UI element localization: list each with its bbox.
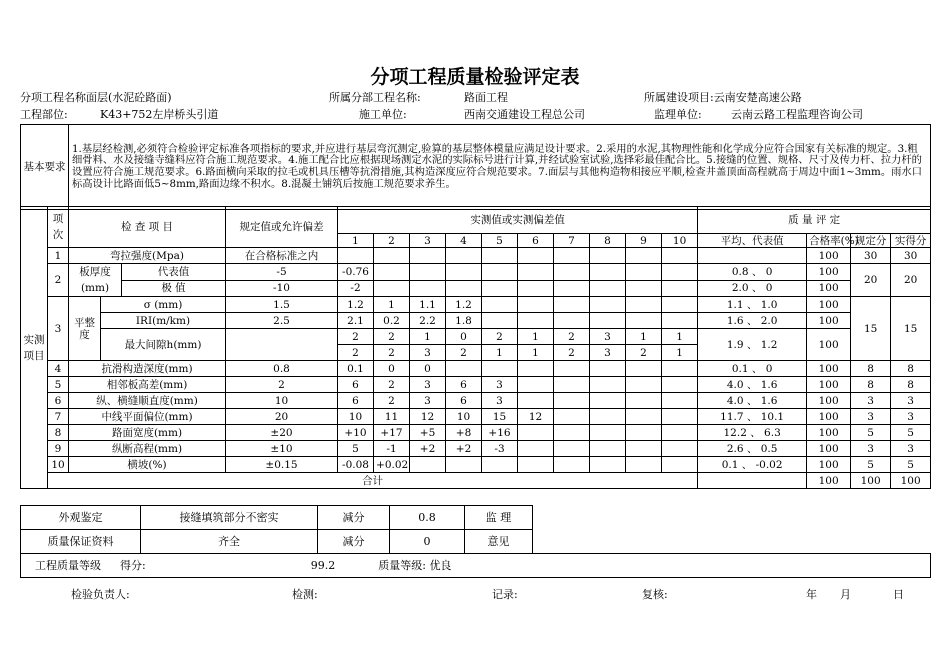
- measured-value-cell: [662, 280, 698, 297]
- measured-value-cell: 2: [338, 329, 374, 345]
- measured-value-cell: 15: [482, 409, 518, 425]
- row-index: 3: [48, 297, 69, 361]
- row-avg: 1.9 、 1.2: [698, 329, 807, 361]
- measured-value-cell: [446, 457, 482, 473]
- measured-value-cell: [374, 248, 410, 264]
- location-label: 工程部位:: [20, 108, 68, 121]
- measured-value-cell: [626, 393, 662, 409]
- measured-value-cell: [626, 409, 662, 425]
- row-score: 8: [851, 377, 891, 393]
- grade-label: 工程质量等级: [35, 558, 101, 572]
- measured-value-cell: 3: [410, 345, 446, 361]
- measured-value-cell: [590, 425, 626, 441]
- measured-value-cell: 1: [482, 345, 518, 361]
- measured-value-cell: [482, 361, 518, 377]
- measured-value-cell: 6: [446, 393, 482, 409]
- row-got: 15: [891, 297, 931, 361]
- measured-value-cell: [554, 297, 590, 313]
- measured-value-cell: +17: [374, 425, 410, 441]
- measured-value-cell: 6: [338, 393, 374, 409]
- appearance-deduct-value: 0.8: [390, 506, 465, 530]
- contractor-label: 施工单位:: [359, 108, 407, 121]
- measured-value-cell: [590, 377, 626, 393]
- measured-value-cell: [410, 248, 446, 264]
- reviewer-label: 复核:: [642, 588, 668, 601]
- section-label: 实测项目: [21, 207, 48, 489]
- measured-value-cell: [662, 313, 698, 329]
- measured-value-cell: [662, 377, 698, 393]
- basic-requirements-text: 1.基层经检测,必须符合检验评定标准各项指标的要求,并应进行基层弯沉测定,验算的基层整体模量应满足设计要求。2.采用的水泥,其物理性能和化学成分应符合国家有关标准的规定。3.粗细骨料、水及接缝寺缝料应符合施工规范要求。4.施工配合比应根据现场测定水泥的实际标号进行计算,并经试验室试验,选择彩最佳配合比。5.接缝的位置、规格、尺寸及传力杆、拉力杆的设置应符合施工规范要求。6.路面横向采取的拉毛或机具压槽等抗滑措施,其构造深度应符合规范要求。7.面层与其他构造物相接应平顺,检查井盖顶面高程就高于周边中面1~3mm。雨水口标高设计比路面低5~8mm,路面边缘不积水。8.混凝土铺筑后按施工规范要求养生。: [69, 125, 931, 210]
- item-header: 检 查 项 目: [69, 207, 226, 248]
- recorder-label: 记录:: [492, 588, 518, 601]
- sub-project: 路面工程: [464, 91, 508, 104]
- qa-deduct-value: 0: [390, 530, 465, 554]
- location: K43+752左岸桥头引道: [100, 108, 219, 121]
- row-index: 2: [48, 264, 69, 297]
- measured-value-cell: 12: [410, 409, 446, 425]
- measured-value-cell: 3: [410, 377, 446, 393]
- row-score: 3: [851, 393, 891, 409]
- measured-value-cell: 2: [374, 345, 410, 361]
- blank: [533, 506, 931, 530]
- measured-value-cell: [626, 313, 662, 329]
- row-subitem: σ (mm): [101, 297, 226, 313]
- avg-header: 平均、代表值: [698, 234, 807, 248]
- qa-value: 齐全: [141, 530, 318, 554]
- row-rate: 100: [807, 425, 851, 441]
- row-rate: 100: [807, 264, 851, 281]
- row-rate: 100: [807, 457, 851, 473]
- row-spec: ±0.15: [226, 457, 338, 473]
- measured-value-cell: [554, 377, 590, 393]
- measured-value-cell: [626, 377, 662, 393]
- measured-value-cell: [554, 425, 590, 441]
- measured-value-cell: [482, 313, 518, 329]
- measured-col-header: 1: [338, 234, 374, 248]
- measured-value-cell: 3: [482, 377, 518, 393]
- measured-value-cell: 0: [374, 361, 410, 377]
- measured-value-cell: +2: [410, 441, 446, 457]
- row-score: 5: [851, 457, 891, 473]
- row-spec: -5: [226, 264, 338, 281]
- measured-value-cell: [590, 441, 626, 457]
- measured-value-cell: [554, 441, 590, 457]
- measured-value-cell: -0.76: [338, 264, 374, 281]
- row-got: 3: [891, 441, 931, 457]
- measured-value-cell: +16: [482, 425, 518, 441]
- row-got: 20: [891, 264, 931, 297]
- index-header: 项次: [48, 207, 69, 248]
- measured-col-header: 9: [626, 234, 662, 248]
- measured-value-cell: [518, 393, 554, 409]
- row-rate: 100: [807, 248, 851, 264]
- measured-value-cell: [518, 377, 554, 393]
- measured-value-cell: [626, 297, 662, 313]
- inspection-table: [20, 206, 931, 489]
- measured-value-cell: 1: [662, 329, 698, 345]
- measured-value-cell: -0.08: [338, 457, 374, 473]
- row-item: 相邻板高差(mm): [69, 377, 226, 393]
- row-avg: 12.2 、 6.3: [698, 425, 807, 441]
- tester-label: 检测:: [292, 588, 318, 601]
- measured-value-cell: [554, 361, 590, 377]
- appearance-label: 外观鉴定: [21, 506, 141, 530]
- inspector-label: 检验负责人:: [71, 588, 130, 601]
- measured-value-cell: [518, 264, 554, 281]
- measured-value-cell: 1: [518, 329, 554, 345]
- row-score: 8: [851, 361, 891, 377]
- measured-value-cell: [590, 248, 626, 264]
- basic-requirements-label: 基本要求: [21, 125, 69, 210]
- level-value: 优良: [429, 558, 452, 572]
- measured-value-cell: [518, 425, 554, 441]
- measured-header: 实测值或实测偏差值: [338, 207, 698, 234]
- total-rate: 100: [807, 473, 851, 489]
- measured-col-header: 3: [410, 234, 446, 248]
- row-subitem: IRI(m/km): [101, 313, 226, 329]
- measured-value-cell: [518, 313, 554, 329]
- measured-value-cell: +0.02: [374, 457, 410, 473]
- row-avg: 1.6 、 2.0: [698, 313, 807, 329]
- measured-value-cell: [338, 248, 374, 264]
- measured-value-cell: 1.2: [338, 297, 374, 313]
- sub-project-label: 所属分部工程名称:: [329, 91, 421, 104]
- total-got: 100: [891, 473, 931, 489]
- measured-value-cell: [662, 248, 698, 264]
- measured-value-cell: 2.2: [410, 313, 446, 329]
- measured-value-cell: +10: [338, 425, 374, 441]
- row-item: 弯拉强度(Mpa): [69, 248, 226, 264]
- row-item: 横坡(%): [69, 457, 226, 473]
- row-subitem: 极 值: [122, 280, 226, 297]
- row-avg: 0.1 、 0: [698, 361, 807, 377]
- measured-value-cell: 1: [518, 345, 554, 361]
- row-item: 纵断高程(mm): [69, 441, 226, 457]
- measured-value-cell: [590, 313, 626, 329]
- measured-value-cell: [662, 409, 698, 425]
- measured-col-header: 2: [374, 234, 410, 248]
- measured-value-cell: 1: [626, 329, 662, 345]
- row-avg: 2.0 、 0: [698, 280, 807, 297]
- row-spec: 2: [226, 377, 338, 393]
- measured-value-cell: [626, 441, 662, 457]
- month-label: 月: [840, 588, 851, 601]
- measured-value-cell: [662, 425, 698, 441]
- qa-label: 质量保证资料: [21, 530, 141, 554]
- row-spec: 10: [226, 393, 338, 409]
- row-item: 抗滑构造深度(mm): [69, 361, 226, 377]
- supervisor-label: 监理单位:: [654, 108, 702, 121]
- measured-value-cell: -1: [374, 441, 410, 457]
- row-spec: 2.5: [226, 313, 338, 329]
- row-item: 纵、横缝顺直度(mm): [69, 393, 226, 409]
- row-got: 8: [891, 361, 931, 377]
- measured-value-cell: 3: [590, 329, 626, 345]
- row-avg: 0.1 、 -0.02: [698, 457, 807, 473]
- row-item: 中线平面偏位(mm): [69, 409, 226, 425]
- measured-value-cell: [374, 280, 410, 297]
- quality-header: 质 量 评 定: [698, 207, 931, 234]
- row-spec: 0.8: [226, 361, 338, 377]
- row-score: 5: [851, 425, 891, 441]
- supervision-label: 监 理: [465, 506, 533, 530]
- measured-value-cell: [482, 280, 518, 297]
- score-value: 99.2: [310, 558, 336, 572]
- row-subitem: 最大间隙h(mm): [101, 329, 226, 361]
- basic-requirements-table: [20, 124, 931, 210]
- measured-value-cell: 2: [374, 393, 410, 409]
- row-rate: 100: [807, 441, 851, 457]
- row-score: 20: [851, 264, 891, 297]
- appearance-value: 接缝填筑部分不密实: [141, 506, 318, 530]
- measured-value-cell: [590, 457, 626, 473]
- measured-value-cell: [662, 297, 698, 313]
- construction-project: 所属建设项目:云南安楚高速公路: [644, 91, 802, 104]
- row-index: 6: [48, 393, 69, 409]
- measured-value-cell: 0.2: [374, 313, 410, 329]
- measured-value-cell: [446, 280, 482, 297]
- measured-value-cell: 10: [338, 409, 374, 425]
- measured-value-cell: 1: [374, 297, 410, 313]
- measured-value-cell: [662, 264, 698, 281]
- measured-value-cell: [374, 264, 410, 281]
- row-spec: 1.5: [226, 297, 338, 313]
- got-header: 实得分: [891, 234, 931, 248]
- measured-value-cell: 2: [446, 345, 482, 361]
- row-index: 1: [48, 248, 69, 264]
- measured-value-cell: [590, 409, 626, 425]
- row-got: 8: [891, 377, 931, 393]
- measured-value-cell: +8: [446, 425, 482, 441]
- measured-value-cell: [554, 264, 590, 281]
- total-avg-blank: [698, 473, 807, 489]
- blank: [533, 530, 931, 554]
- contractor: 西南交通建设工程总公司: [464, 108, 585, 121]
- measured-value-cell: 12: [518, 409, 554, 425]
- measured-value-cell: [590, 280, 626, 297]
- measured-value-cell: [662, 361, 698, 377]
- measured-col-header: 5: [482, 234, 518, 248]
- measured-value-cell: 5: [338, 441, 374, 457]
- measured-value-cell: [590, 297, 626, 313]
- measured-value-cell: 2: [374, 377, 410, 393]
- page-title: 分项工程质量检验评定表: [370, 66, 580, 88]
- row-spec: -10: [226, 280, 338, 297]
- level-label: 质量等级:: [378, 558, 426, 572]
- measured-value-cell: [626, 361, 662, 377]
- measured-value-cell: 2: [374, 329, 410, 345]
- row-index: 7: [48, 409, 69, 425]
- row-got: 3: [891, 409, 931, 425]
- measured-value-cell: 2: [626, 345, 662, 361]
- measured-value-cell: [518, 361, 554, 377]
- row-avg: 4.0 、 1.6: [698, 377, 807, 393]
- row-avg: 11.7 、 10.1: [698, 409, 807, 425]
- row-subitem: 代表值: [122, 264, 226, 281]
- rate-header: 合格率(%): [807, 234, 851, 248]
- measured-value-cell: -2: [338, 280, 374, 297]
- row-spec: ±10: [226, 441, 338, 457]
- measured-value-cell: [626, 457, 662, 473]
- row-index: 9: [48, 441, 69, 457]
- measured-value-cell: 11: [374, 409, 410, 425]
- row-item: 路面宽度(mm): [69, 425, 226, 441]
- measured-col-header: 7: [554, 234, 590, 248]
- opinion-label: 意见: [465, 530, 533, 554]
- measured-value-cell: -3: [482, 441, 518, 457]
- row-rate: 100: [807, 280, 851, 297]
- measured-value-cell: 1.8: [446, 313, 482, 329]
- measured-value-cell: 3: [590, 345, 626, 361]
- measured-value-cell: 3: [482, 393, 518, 409]
- measured-value-cell: [662, 393, 698, 409]
- measured-value-cell: [446, 361, 482, 377]
- row-rate: 100: [807, 361, 851, 377]
- measured-value-cell: [554, 313, 590, 329]
- measured-value-cell: 10: [446, 409, 482, 425]
- measured-col-header: 4: [446, 234, 482, 248]
- spec-header: 规定值或允许偏差: [226, 207, 338, 248]
- measured-value-cell: 2: [482, 329, 518, 345]
- measured-value-cell: 1.1: [410, 297, 446, 313]
- measured-value-cell: 0: [410, 361, 446, 377]
- evaluation-table: [20, 505, 931, 578]
- row-spec: 在合格标准之内: [226, 248, 338, 264]
- row-spec: [226, 329, 338, 361]
- row-got: 5: [891, 425, 931, 441]
- measured-value-cell: [626, 264, 662, 281]
- measured-value-cell: +2: [446, 441, 482, 457]
- row-avg: 1.1 、 1.0: [698, 297, 807, 313]
- measured-value-cell: [626, 280, 662, 297]
- row-spec: 20: [226, 409, 338, 425]
- measured-value-cell: 1.2: [446, 297, 482, 313]
- measured-value-cell: [518, 297, 554, 313]
- row-got: 3: [891, 393, 931, 409]
- row-got: 30: [891, 248, 931, 264]
- total-score: 100: [851, 473, 891, 489]
- measured-value-cell: [554, 393, 590, 409]
- total-label: 合计: [48, 473, 698, 489]
- row-avg: [698, 248, 807, 264]
- row-rate: 100: [807, 393, 851, 409]
- day-label: 日: [893, 588, 904, 601]
- measured-col-header: 6: [518, 234, 554, 248]
- row-avg: 4.0 、 1.6: [698, 393, 807, 409]
- row-score: 15: [851, 297, 891, 361]
- measured-value-cell: [482, 297, 518, 313]
- measured-value-cell: [554, 280, 590, 297]
- measured-value-cell: 6: [446, 377, 482, 393]
- measured-value-cell: 3: [410, 393, 446, 409]
- row-got: 5: [891, 457, 931, 473]
- grade-row: [21, 554, 931, 578]
- measured-value-cell: [590, 264, 626, 281]
- measured-value-cell: [482, 457, 518, 473]
- measured-value-cell: [626, 425, 662, 441]
- measured-value-cell: [446, 264, 482, 281]
- row-spec: ±20: [226, 425, 338, 441]
- row-index: 10: [48, 457, 69, 473]
- row-rate: 100: [807, 377, 851, 393]
- measured-value-cell: +5: [410, 425, 446, 441]
- measured-value-cell: [590, 361, 626, 377]
- row-rate: 100: [807, 313, 851, 329]
- measured-value-cell: 2: [338, 345, 374, 361]
- measured-value-cell: [626, 248, 662, 264]
- score-label: 得分:: [120, 558, 146, 572]
- measured-value-cell: [554, 248, 590, 264]
- measured-value-cell: 2: [554, 345, 590, 361]
- measured-value-cell: 0.1: [338, 361, 374, 377]
- row-index: 8: [48, 425, 69, 441]
- row-avg: 0.8 、 0: [698, 264, 807, 281]
- row-rate: 100: [807, 409, 851, 425]
- row-item: 平整度: [69, 297, 101, 361]
- measured-value-cell: 0: [446, 329, 482, 345]
- measured-col-header: 8: [590, 234, 626, 248]
- row-score: 3: [851, 409, 891, 425]
- measured-value-cell: 6: [338, 377, 374, 393]
- measured-value-cell: [518, 441, 554, 457]
- project-name: 分项工程名称面层(水泥砼路面): [20, 91, 172, 104]
- measured-value-cell: 1: [662, 345, 698, 361]
- measured-value-cell: [662, 457, 698, 473]
- measured-value-cell: [662, 441, 698, 457]
- measured-value-cell: 2.1: [338, 313, 374, 329]
- measured-value-cell: [518, 280, 554, 297]
- row-index: 5: [48, 377, 69, 393]
- measured-value-cell: [518, 248, 554, 264]
- measured-value-cell: [554, 409, 590, 425]
- supervisor: 云南云路工程监理咨询公司: [731, 108, 863, 121]
- measured-value-cell: [518, 457, 554, 473]
- measured-value-cell: [590, 393, 626, 409]
- measured-value-cell: [446, 248, 482, 264]
- appearance-deduct-label: 减分: [318, 506, 390, 530]
- year-label: 年: [806, 588, 817, 601]
- measured-value-cell: [482, 264, 518, 281]
- measured-value-cell: [482, 248, 518, 264]
- row-item: 板厚度(mm): [69, 264, 122, 297]
- row-score: 3: [851, 441, 891, 457]
- qa-deduct-label: 减分: [318, 530, 390, 554]
- row-avg: 2.6 、 0.5: [698, 441, 807, 457]
- measured-value-cell: 2: [554, 329, 590, 345]
- row-index: 4: [48, 361, 69, 377]
- row-rate: 100: [807, 329, 851, 361]
- measured-col-header: 10: [662, 234, 698, 248]
- measured-value-cell: 1: [410, 329, 446, 345]
- score-header: 规定分: [851, 234, 891, 248]
- measured-value-cell: [410, 280, 446, 297]
- measured-value-cell: [410, 264, 446, 281]
- measured-value-cell: [410, 457, 446, 473]
- row-rate: 100: [807, 297, 851, 313]
- row-score: 30: [851, 248, 891, 264]
- measured-value-cell: [554, 457, 590, 473]
